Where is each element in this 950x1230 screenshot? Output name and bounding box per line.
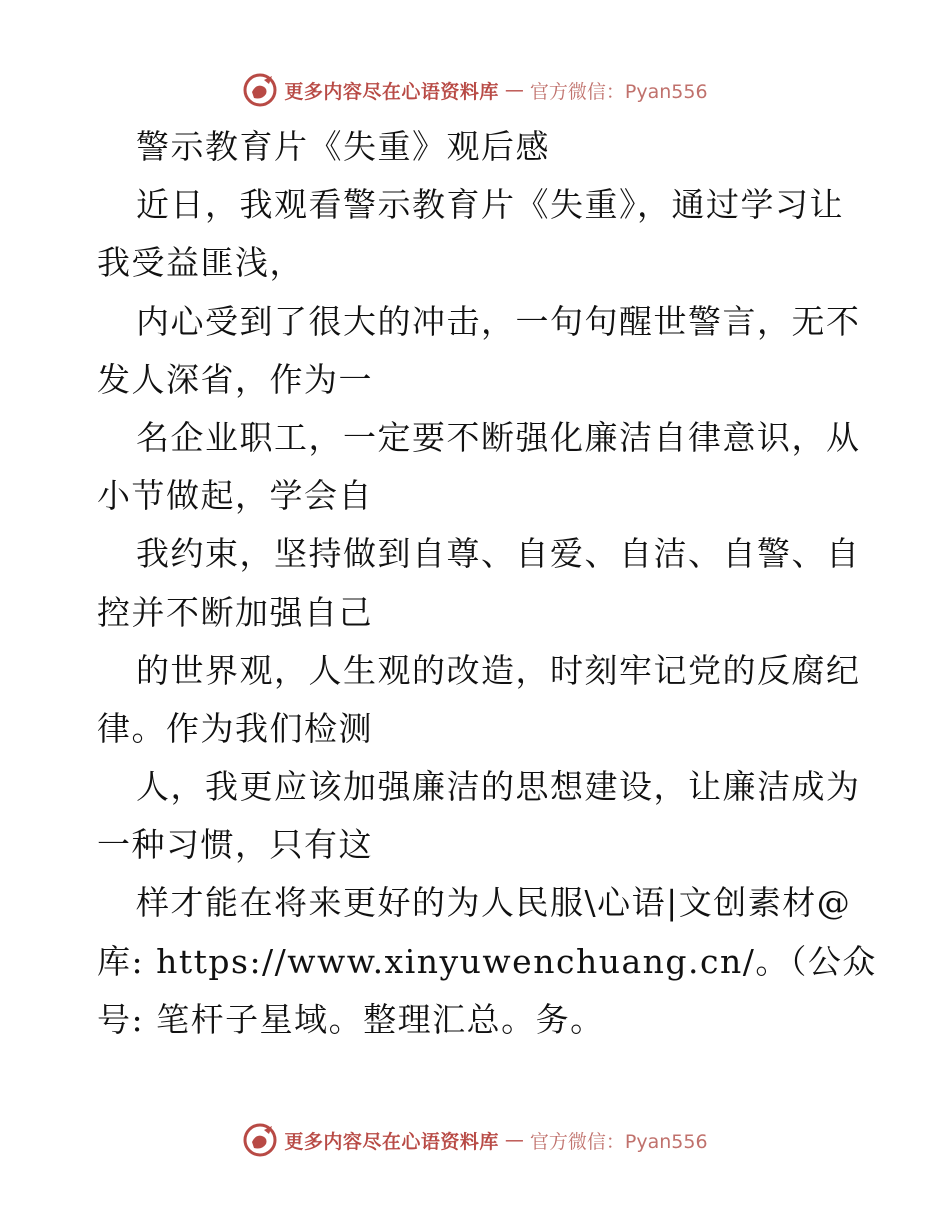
- watermark-dash: —: [504, 79, 524, 101]
- paragraph-line: 样才能在将来更好的为人民服\心语|文创素材@: [136, 883, 852, 923]
- paragraph-line: 我约束，坚持做到自尊、自爱、自洁、自警、自: [136, 534, 861, 574]
- watermark-dash: —: [504, 1129, 524, 1151]
- watermark-wechat-text: 官方微信：Pyan556: [529, 1130, 708, 1153]
- paragraph-line: 人，我更应该加强廉洁的思想建设，让廉洁成为: [136, 767, 861, 807]
- watermark-main-text: 更多内容尽在心语资料库: [284, 1130, 499, 1153]
- footer-watermark: [0, 1120, 950, 1160]
- document-title: 警示教育片《失重》观后感: [136, 127, 550, 166]
- heart-pen-logo-icon: [242, 1122, 278, 1158]
- paragraph-line: 内心受到了很大的冲击，一句句醒世警言，无不: [136, 301, 861, 341]
- paragraph-line: 控并不断加强自己: [97, 592, 373, 632]
- paragraph-line: 律。作为我们检测: [97, 708, 373, 748]
- watermark-main-text: 更多内容尽在心语资料库: [284, 80, 499, 103]
- header-watermark: [0, 70, 950, 110]
- paragraph-line: 一种习惯，只有这: [97, 825, 373, 865]
- paragraph-line: 近日，我观看警示教育片《失重》，通过学习让: [136, 185, 844, 225]
- paragraph-line: 号: 笔杆子星域。整理汇总。务。: [97, 999, 605, 1039]
- paragraph-line: 我受益匪浅，: [97, 243, 304, 283]
- watermark-wechat-text: 官方微信：Pyan556: [529, 80, 708, 103]
- paragraph-line: 发人深省，作为一: [97, 359, 373, 399]
- paragraph-line: 小节做起，学会自: [97, 476, 373, 516]
- document-body: [97, 118, 877, 1049]
- paragraph-line-with-link: 库: https://www.xinyuwenchuang.cn/。（公众: [97, 941, 877, 981]
- heart-pen-logo-icon: [242, 72, 278, 108]
- paragraph-line: 名企业职工，一定要不断强化廉洁自律意识，从: [136, 417, 861, 457]
- paragraph-line: 的世界观，人生观的改造，时刻牢记党的反腐纪: [136, 650, 861, 690]
